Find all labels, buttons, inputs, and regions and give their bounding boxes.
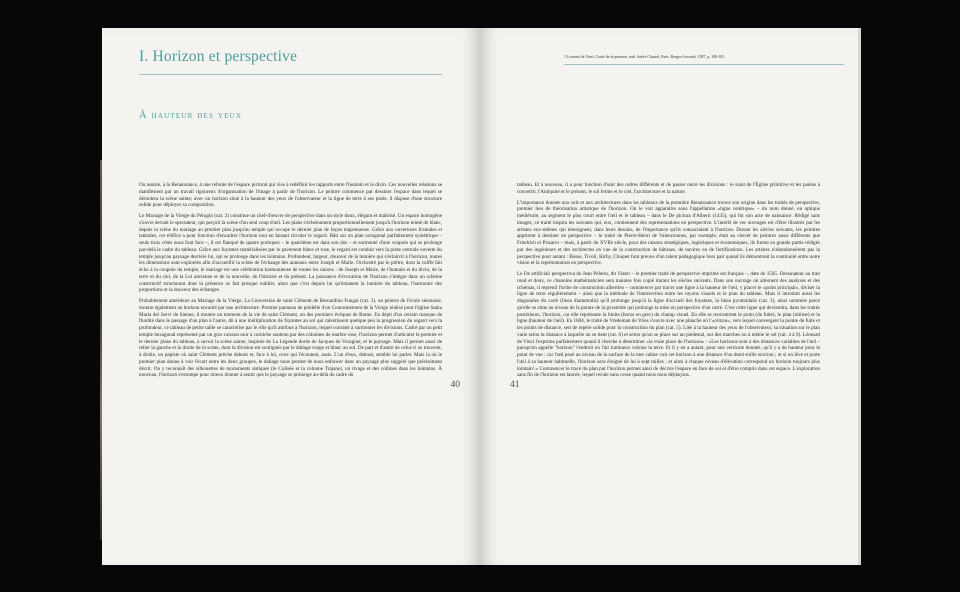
right-page [480, 28, 858, 565]
left-page [102, 28, 480, 565]
paragraph: L'importance donnée aux sols et aux architectures dans les tableaux de la première Renaissance trouve son origine dans les traités de perspective, premier lieu de théorisation artistique de l'horizon. On le voit apparaître sous l'appellation «ligne centrique» – du nom donné, en optique médiévale, au segment le plus court entre l'œil et le tableau – dans le De pictura d'Alberti (1435), qui fut son acte de naissance. Rédigé sans images, ce traité inspira les suivants qui, eux, contiennent des représentations en perspective. L'intérêt de ces ouvrages est d'être illustrés par les artistes eux-mêmes qui témoignent, dans leurs dessins, de l'importance qu'ils consacraient à l'horizon. Durant les siècles suivants, les peintres apprirent à dessiner en perspective – le traité de Pierre-Henri de Valenciennes, par exemple, était au chevet de peintres aussi différents que Friedrich et Pissarro – mais, à partir du XVIIe siècle, pour des raisons stratégiques, logistiques et économiques, ils furent en grande partie rédigés par des ingénieurs et des architectes en vue de la construction de bâtisses, de navires ou de fortifications. Les artistes n'abandonnèrent pas la perspective pour autant : Bosse, Tivoli, Kirby, Cloquet font preuve d'un talent pédagogique hors pair quand ils démontrent la continuité entre notre vision et la représentation en perspective. [517, 199, 820, 267]
footnote-rule [564, 64, 844, 65]
chapter-title: I. Horizon et perspective [139, 48, 298, 65]
section-title: À hauteur des yeux [139, 110, 243, 121]
footnote: 1 Léonard de Vinci, Traité de la peinture, trad. André Chastel, Paris, Berger-Levrault, 1987, p. 180-181. [564, 55, 726, 59]
title-rule [139, 74, 442, 75]
paragraph: Probablement antérieure au Mariage de la Vierge, La Conversion de saint Clément de Bernardino Fungai (cat. 3), un peintre de l'école siennoise, montre également un horizon encadré par une architecture. Premier panneau de prédelle d'un Couronnement de la Vierge réalisé pour l'église Santa Maria dei Servi de Sienne, il montre un moment de la vie de saint Clément, un des premiers évêques de Rome. En dépit d'un certain manque de fluidité dans le passage d'un plan à l'autre, dû à une multiplication de fuyantes au sol qui ralentissent quelque peu la progression du regard vers la profondeur, ce tableau de petite taille se caractérise par le rôle qu'il attribue à l'horizon, lequel consiste à surmonter les divisions. Cadré par un petit temple hexagonal représenté par un gros caisson noir à corniche soutenu par des colonnes de marbre rose, l'horizon permet d'articuler le premier et le dernier plans du tableau, à savoir la scène sainte, inspirée de La Légende dorée de Jacques de Voragine, et le paysage. Mais il permet aussi de relier la gauche et la droite de la scène, dont la division est soulignée par le dallage rouge et blanc au sol. De part et d'autre de celui-ci se trouvent, à droite, un papiste où saint Clément prêche debout et, face à lui, ceux qui l'écoutent, assis. L'un d'eux, debout, semble lui parler. Mais la où le premier plan donne à voir l'écart entre les deux groupes, le dallage nous permet de nous enfoncer dans un paysage plus suggéré que précisément décrit. On y reconnaît des silhouettes de monuments antiques (le Colisée et la colonne Trajane), un rivage et des collines dans les lointains. À nouveau, l'horizon s'estompe pour mieux donner à sentir que le paysage se prolonge au-delà du cadre du [139, 298, 442, 379]
paragraph: Le Mariage de la Vierge du Pérugin (cat. 2) constitue un chef-d'œuvre de perspective dans un style doux, élégant et maîtrisé. Un espace homogène s'ouvre devant le spectateur, qui perçoit la scène d'un seul coup d'œil. Les plans s'échelonnent proportionnellement jusqu'à l'horizon teinté de blanc, depuis la scène du mariage au premier plan jusqu'au temple qui occupe le dernier plan de façon majestueuse. Grâce aux ouvertures frontales et latérales, cet édifice a pour fonction d'encadrer l'horizon tout en faisant circuler le regard. Bâti sur un plan octogonal parfaitement symétrique – seuls trois côtés nous font face –, il est flanqué de quatre portiques – le quatrième est dans son dos – et surmonté d'une coupole qui se prolonge par-delà le cadre du tableau. Grâce aux fuyantes matérialisées par le pavement blanc et rose, le regard est conduit vers la porte centrale ouverte du temple jusqu'au paysage derrière lui, qui se prolonge dans les lointains. Profondeur, largeur, douceur de la lumière qui s'éclaircit à l'horizon, toutes les dimensions sont explorées afin d'accueillir la scène de l'échange des anneaux entre Joseph et Marie. Orchestré par le prêtre, dont la coiffe fait écho à la coupole du temple, le mariage est une célébration harmonieuse de toutes les unions : de Joseph et Marie, de l'humain et du divin, de la terre et du ciel, de la Loi ancienne et de la nouvelle, de l'histoire et du présent. La puissance d'évocation de l'horizon s'intègre dans un schème constructif structurant dont la présence se fait presque oublier, alors que c'est depuis lui qu'émanent la lumière du tableau, l'harmonie des proportions et la douceur des échanges. [139, 213, 442, 294]
page-number-left: 40 [450, 380, 460, 390]
right-body-text [517, 182, 820, 383]
left-body-text [139, 182, 442, 383]
paragraph: On assiste, à la Renaissance, à une refonte de l'espace pictural qui vise à redéfinir les rapports entre l'humain et le divin. Ces nouvelles relations se manifestent par un travail rigoureux d'organisation de l'image à partir de l'horizon. Le peintre commence par dessiner l'espace dans lequel se déroulera la scène sainte; avec un horizon situé à la hauteur des yeux de l'observateur et la ligne de terre à ses pieds, il dispose d'une structure solide pour déployer sa composition. [139, 182, 442, 209]
page-stack-edge [858, 28, 861, 565]
paragraph: Le De artificiali perspectiva de Jean Pèlerin, dit Viator – le premier traité de perspective imprimé est français –, date de 1505. Dessinateur au trait rond et doux, ce chanoine mathématicien sera maintes fois copié durant les siècles suivants. Dans son ouvrage où alternent des analyses et des schémas, il reprend l'ordre de construction albertien – commencer par tracer une ligne à la hauteur de l'œil, y placer le «point principal», diviser la ligne de terre régulièrement – ainsi que la méthode de l'intersection entre les rayons visuels et le plan du tableau. Mais il introduit aussi les diagonales du carré (linea diametralis) qu'il prolonge jusqu'à la ligne d'accueil des fuyantes, la linea pyramidalis (cat. 3), ainsi nommée parce qu'elle se situe au niveau de la pointe de la pyramide qui prolonge la mise en perspective d'un carré. C'est cette ligne qui deviendra, dans les traités postérieurs, l'horizon, car elle représente la limite (horos en grec) du champ visuel. En elle se rencontrent le point (de fuite), le plan (ultime) et la ligne (hauteur de l'œil). En 1604, le traité de Vredeman de Vries s'ouvre avec une planche où l'«orizon», vers lequel convergent la pointe de fuite et les points de distance, sert de repère solide pour la construction du plan (cat. 5). Liée à la hauteur des yeux de l'observateur, sa situation sur le plan varie selon la distance à laquelle on se tient (cat. 6) et selon qu'on se place sur un piédestal, sur des marches ou à même le sol (cat. 4 à 9). Léonard de Vinci l'exprime parfaitement quand il cherche à déterminer «la vraie place de l'horizon» : «Les horizons sont à des distances variables de l'œil – puisqu'on appelle "horizon" l'endroit où l'air lumineux voisine la terre. Et il y en a autant, pour une verticale donnée, qu'il y a de hauteur pour le point de vue : car l'œil posé au niveau de la surface de la mer calme voit cet horizon à une distance d'un demi-mille environ ; et si on lève et porte l'œil à sa hauteur habituelle, l'horizon sera éloigné de lui à sept milles ; et ainsi à chaque niveau d'élévation correspond un horizon toujours plus lointain¹.» Commencer le tracé du plan par l'horizon permet ainsi de décrire l'espace en face de soi et d'être compris dans cet espace. L'exploration sans fin de l'horizon est lancée, lequel recule sans cesse quand nous nous déplaçons. [517, 271, 820, 379]
page-number-right: 41 [510, 380, 520, 390]
paragraph: tableau. Et à nouveau, il a pour fonction d'unir des ordres différents et de passer outre les divisions : le saint de l'Église primitive et les païens à convertir, l'Antiquité et le présent, le sol ferme et le ciel, l'architecture et la nature. [517, 182, 820, 195]
